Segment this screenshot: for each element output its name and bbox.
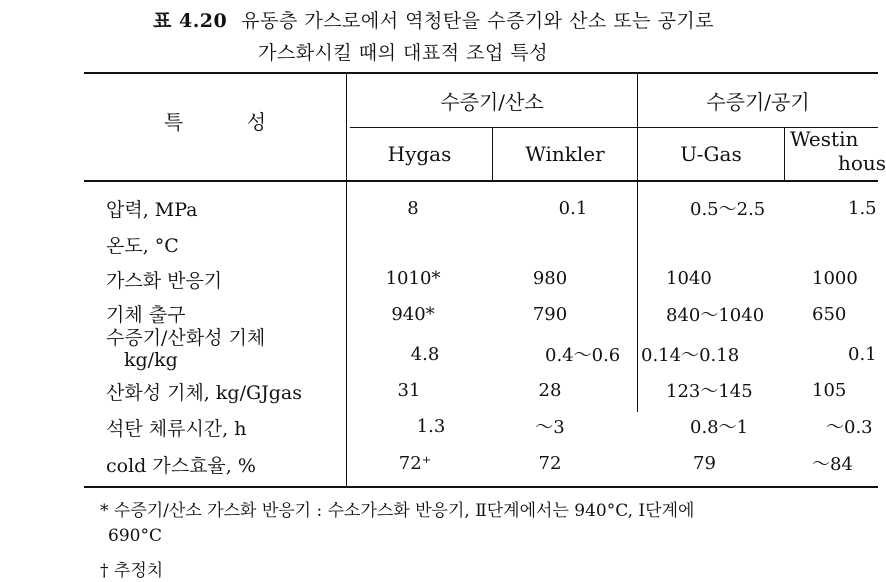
process-header-winkler: Winkler (525, 142, 605, 166)
footnote-star-line-1: * 수증기/산소 가스화 반응기 : 수소가스화 반응기, Ⅱ단계에서는 940°C, Ⅰ단계에 (100, 501, 695, 521)
group-header-steam-oxygen: 수증기/산소 (440, 89, 544, 114)
cell-residence-time-winkler: 〜3 (535, 417, 565, 438)
cell-pressure-ugas: 0.5〜2.5 (690, 199, 766, 220)
process-header-hygas: Hygas (387, 142, 452, 166)
header-bottom-rule (84, 180, 878, 182)
table-top-rule (84, 72, 878, 74)
row-label-temperature: 온도, °C (106, 235, 179, 257)
cell-steam-oxidant-winkler: 0.4〜0.6 (545, 345, 621, 366)
cell-residence-time-hygas: 1.3 (416, 415, 446, 437)
footnote-star-line-2: 690°C (108, 526, 162, 546)
caption-title-line-1: 유동층 가스로에서 역청탄을 수증기와 산소 또는 공기로 (241, 10, 715, 32)
row-label-cold-gas-efficiency: cold 가스효율, % (106, 455, 256, 477)
process-header-westinghouse-1: Westin (790, 127, 859, 151)
cell-efficiency-winkler: 72 (538, 452, 562, 474)
table-caption (0, 0, 878, 70)
group-header-steam-air: 수증기/공기 (706, 89, 810, 114)
cell-oxidant-winkler: 28 (538, 379, 562, 401)
footnote-dagger: † 추정치 (100, 561, 164, 581)
cell-pressure-hygas: 8 (407, 197, 419, 219)
row-label-steam-oxidant-1: 수증기/산화성 기체 (106, 327, 266, 349)
cell-gas-outlet-hygas: 940* (391, 303, 435, 325)
cell-gasifier-winkler: 980 (532, 267, 568, 289)
table-bottom-rule (84, 486, 878, 488)
caption-line-2: 가스화시킬 때의 대표적 조업 특성 (258, 42, 549, 64)
cell-oxidant-westinghouse: 105 (812, 379, 847, 401)
cell-gasifier-hygas: 1010* (385, 267, 441, 289)
process-header-westinghouse-2: hous (838, 151, 886, 175)
caption-line-1 (153, 6, 714, 33)
cell-gas-outlet-ugas: 840〜1040 (666, 305, 765, 326)
process-header-ugas: U-Gas (680, 142, 742, 166)
table-number: 표 4.20 (153, 10, 228, 32)
property-header: 특 성 (163, 109, 267, 134)
row-label-gasifier: 가스화 반응기 (106, 270, 223, 292)
cell-residence-time-westinghouse: 〜0.3 (826, 417, 873, 438)
cell-steam-oxidant-hygas: 4.8 (410, 343, 440, 365)
row-label-steam-oxidant-2: kg/kg (124, 349, 178, 371)
cell-efficiency-hygas: 72⁺ (398, 452, 432, 474)
cell-residence-time-ugas: 0.8〜1 (690, 417, 749, 438)
row-label-residence-time: 석탄 체류시간, h (106, 418, 247, 440)
cell-steam-oxidant-westinghouse: 0.1 (848, 343, 877, 365)
cell-efficiency-westinghouse: 〜84 (812, 454, 853, 475)
cell-gasifier-westinghouse: 1000 (812, 267, 858, 289)
cell-steam-oxidant-ugas: 0.14〜0.18 (641, 345, 740, 366)
cell-oxidant-ugas: 123〜145 (666, 381, 753, 402)
cell-efficiency-ugas: 79 (693, 452, 716, 474)
cell-gas-outlet-winkler: 790 (532, 303, 568, 325)
row-label-oxidant: 산화성 기체, kg/GJgas (106, 382, 303, 404)
cell-pressure-westinghouse: 1.5 (848, 197, 877, 219)
column-divider-winkler-ugas (637, 182, 638, 412)
cell-gas-outlet-westinghouse: 650 (812, 303, 847, 325)
row-label-gas-outlet: 기체 출구 (106, 304, 186, 326)
cell-gasifier-ugas: 1040 (666, 267, 712, 289)
cell-oxidant-hygas: 31 (397, 379, 421, 401)
column-divider-ugas-westinghouse (784, 128, 785, 180)
cell-pressure-winkler: 0.1 (558, 197, 588, 219)
row-label-pressure: 압력, MPa (106, 199, 198, 221)
